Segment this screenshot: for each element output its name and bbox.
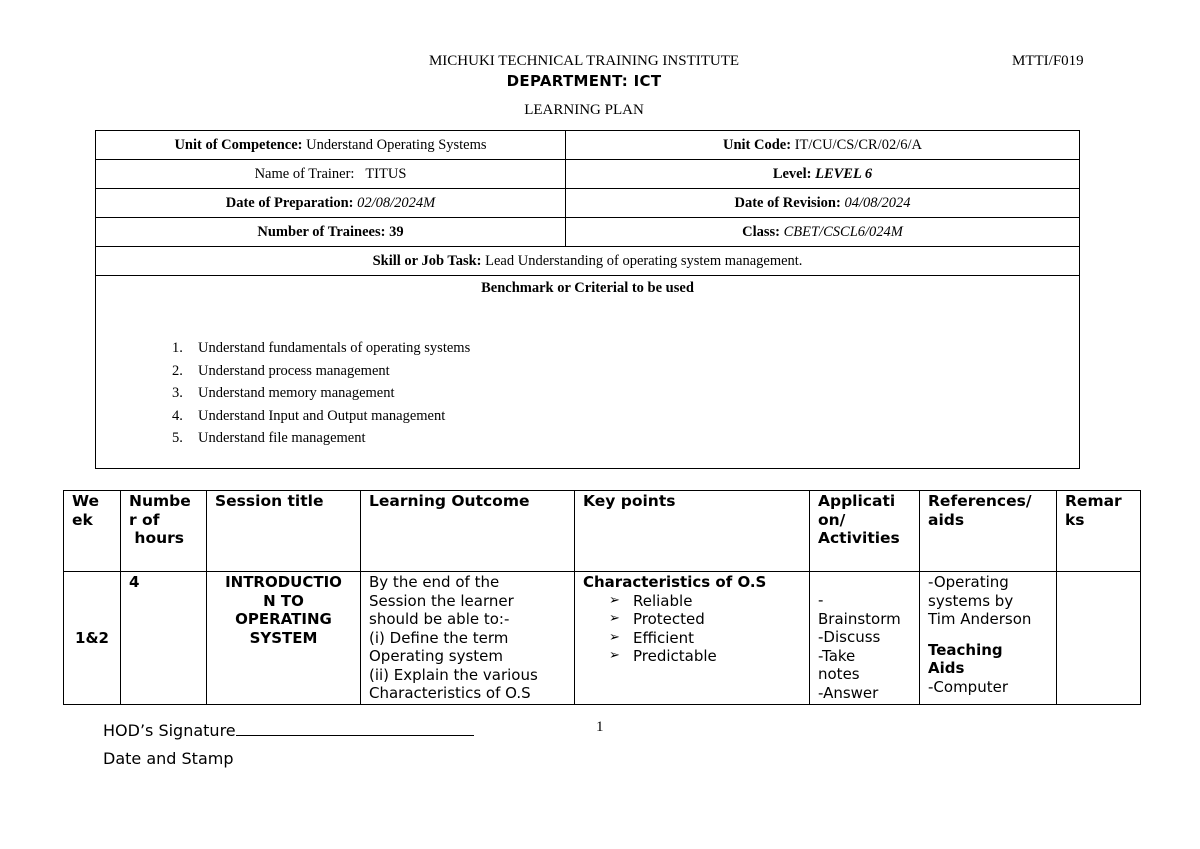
activities-header: Applicati on/ Activities xyxy=(810,491,920,572)
arrow-bullet-icon: ➢ xyxy=(609,611,620,626)
hod-signature: HOD’s Signature xyxy=(103,719,474,740)
list-item: ➢ Efficient xyxy=(609,628,695,647)
benchmark-item: 4. Understand Input and Output management xyxy=(172,407,446,424)
preparation-date-cell: Date of Preparation: 02/08/2024M xyxy=(96,189,566,218)
page-number: 1 xyxy=(596,719,604,735)
references-header: References/ aids xyxy=(920,491,1057,572)
benchmark-item: 5. Understand file management xyxy=(172,430,366,447)
list-item: ➢ Reliable xyxy=(609,591,693,610)
list-item: ➢ Predictable xyxy=(609,647,717,665)
activities-cell: - Brainstorm -Discuss -Take notes -Answer xyxy=(810,572,920,705)
benchmark-item: 1. Understand fundamentals of operating systems xyxy=(172,340,471,356)
references-cell: -Operating systems by Tim Anderson Teaching Aids -Computer xyxy=(920,572,1057,705)
benchmark-list xyxy=(172,337,1075,450)
class-cell: Class: CBET/CSCL6/024M xyxy=(566,218,1080,247)
session-title-cell: INTRODUCTIO N TO OPERATING SYSTEM xyxy=(207,572,361,705)
list-item: ➢ Protected xyxy=(609,610,705,628)
learning-outcome-header: Learning Outcome xyxy=(361,491,575,572)
unit-code-cell: Unit Code: IT/CU/CS/CR/02/6/A xyxy=(566,131,1080,160)
benchmark-item: 2. Understand process management xyxy=(172,362,390,379)
session-title-header: Session title xyxy=(207,491,361,572)
signature-line xyxy=(236,719,474,736)
trainees-cell: Number of Trainees: 39 xyxy=(96,218,566,247)
remarks-cell xyxy=(1057,572,1141,705)
learning-outcome-cell: By the end of the Session the learner should be able to:- (i) Define the term Operating system (ii) Explain the various Characteristics of O.S xyxy=(361,572,575,705)
revision-date-cell: Date of Revision: 04/08/2024 xyxy=(566,189,1080,218)
benchmark-cell xyxy=(96,276,1080,469)
arrow-bullet-icon: ➢ xyxy=(609,629,620,645)
benchmark-title: Benchmark or Criterial to be used xyxy=(481,280,694,296)
schedule-table xyxy=(63,490,1141,705)
schedule-header-row xyxy=(64,491,1141,572)
hours-cell: 4 xyxy=(121,572,207,705)
key-points-title: Characteristics of O.S xyxy=(583,573,767,591)
level-cell: Level: LEVEL 6 xyxy=(566,160,1080,189)
remarks-header: Remar ks xyxy=(1057,491,1141,572)
details-table xyxy=(95,130,1080,469)
key-points-cell xyxy=(575,572,810,705)
form-code: MTTI/F019 xyxy=(1012,53,1084,69)
table-row xyxy=(64,572,1141,705)
week-header: We ek xyxy=(64,491,121,572)
arrow-bullet-icon: ➢ xyxy=(609,592,620,608)
key-points-list xyxy=(583,592,801,666)
key-points-header: Key points xyxy=(575,491,810,572)
arrow-bullet-icon: ➢ xyxy=(609,648,620,663)
document-title: LEARNING PLAN xyxy=(524,102,644,118)
skill-cell: Skill or Job Task: Lead Understanding of operating system management. xyxy=(96,247,1080,276)
date-and-stamp: Date and Stamp xyxy=(103,749,234,768)
department-title: DEPARTMENT: ICT xyxy=(506,72,662,90)
week-cell: 1&2 xyxy=(64,572,121,705)
trainer-cell: Name of Trainer: TITUS xyxy=(96,160,566,189)
institute-name: MICHUKI TECHNICAL TRAINING INSTITUTE xyxy=(428,53,740,69)
hours-header: Numbe r of hours xyxy=(121,491,207,572)
benchmark-item: 3. Understand memory management xyxy=(172,385,395,402)
unit-of-competence-cell: Unit of Competence: Understand Operating Systems xyxy=(96,131,566,160)
